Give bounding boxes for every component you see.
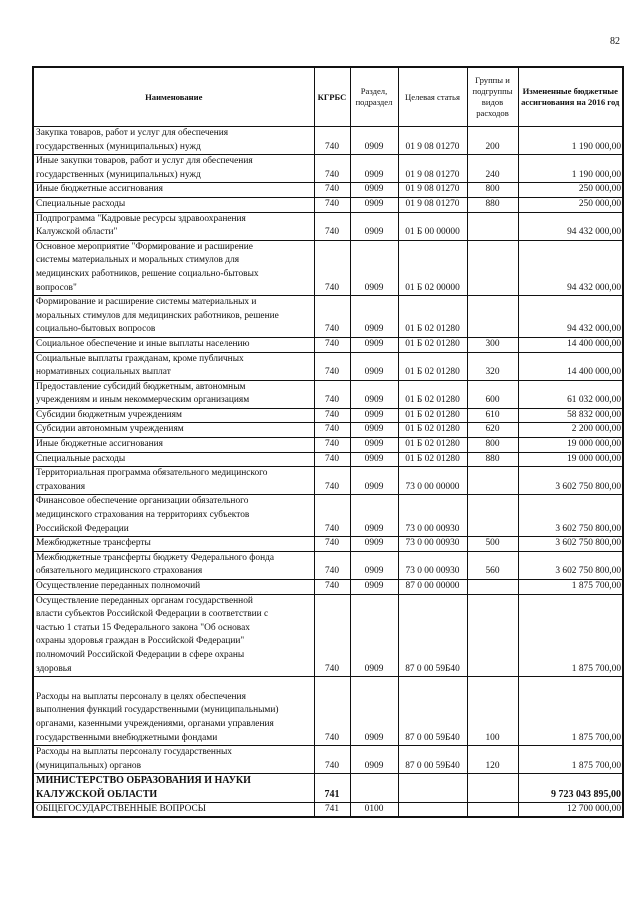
row-name: Специальные расходы bbox=[33, 197, 314, 212]
row-name: Иные бюджетные ассигнования bbox=[33, 183, 314, 198]
row-target: 01 9 08 01270 bbox=[398, 183, 467, 198]
row-name: Подпрограмма "Кадровые ресурсы здравоохранения Калужской области" bbox=[33, 212, 314, 240]
row-amount: 14 400 000,00 bbox=[518, 352, 623, 380]
table-row bbox=[33, 746, 623, 774]
row-name: МИНИСТЕРСТВО ОБРАЗОВАНИЯ И НАУКИ КАЛУЖСКОЙ ОБЛАСТИ bbox=[33, 774, 314, 802]
row-name: Социальные выплаты гражданам, кроме публичных нормативных социальных выплат bbox=[33, 352, 314, 380]
row-section: 0909 bbox=[350, 352, 398, 380]
table-row bbox=[33, 537, 623, 552]
row-section: 0909 bbox=[350, 551, 398, 579]
table-row bbox=[33, 580, 623, 595]
row-name: ОБЩЕГОСУДАРСТВЕННЫЕ ВОПРОСЫ bbox=[33, 802, 314, 817]
row-group bbox=[467, 467, 518, 495]
row-section: 0909 bbox=[350, 240, 398, 295]
row-section bbox=[350, 774, 398, 802]
table-header-row bbox=[33, 67, 623, 127]
row-name: Межбюджетные трансферты bbox=[33, 537, 314, 552]
row-target: 01 Б 02 01280 bbox=[398, 423, 467, 438]
row-name: Финансовое обеспечение организации обязательного медицинского страхования на территориях субъектов Российской Федерации bbox=[33, 495, 314, 537]
table-row bbox=[33, 183, 623, 198]
row-group: 200 bbox=[467, 127, 518, 155]
table-row bbox=[33, 127, 623, 155]
row-name: Закупка товаров, работ и услуг для обеспечения государственных (муниципальных) нужд bbox=[33, 127, 314, 155]
row-section: 0909 bbox=[350, 197, 398, 212]
row-group: 800 bbox=[467, 183, 518, 198]
row-group: 600 bbox=[467, 380, 518, 408]
row-section: 0909 bbox=[350, 408, 398, 423]
row-section: 0909 bbox=[350, 380, 398, 408]
row-group: 240 bbox=[467, 155, 518, 183]
row-section: 0909 bbox=[350, 438, 398, 453]
row-amount: 14 400 000,00 bbox=[518, 337, 623, 352]
row-amount: 1 875 700,00 bbox=[518, 746, 623, 774]
table-row bbox=[33, 296, 623, 338]
page-number: 82 bbox=[610, 36, 620, 47]
header-name: Наименование bbox=[33, 67, 314, 127]
row-amount: 19 000 000,00 bbox=[518, 452, 623, 467]
row-amount: 3 602 750 800,00 bbox=[518, 467, 623, 495]
row-section: 0909 bbox=[350, 155, 398, 183]
row-name: Субсидии автономным учреждениям bbox=[33, 423, 314, 438]
row-kgrbs: 740 bbox=[314, 240, 350, 295]
row-group: 320 bbox=[467, 352, 518, 380]
table-row bbox=[33, 438, 623, 453]
row-target: 87 0 00 59Б40 bbox=[398, 594, 467, 677]
row-amount: 1 190 000,00 bbox=[518, 127, 623, 155]
row-kgrbs: 740 bbox=[314, 380, 350, 408]
row-target: 01 Б 02 01280 bbox=[398, 408, 467, 423]
row-kgrbs: 740 bbox=[314, 438, 350, 453]
row-group: 100 bbox=[467, 677, 518, 746]
row-group bbox=[467, 594, 518, 677]
row-section: 0100 bbox=[350, 802, 398, 817]
row-amount: 3 602 750 800,00 bbox=[518, 551, 623, 579]
row-group: 800 bbox=[467, 438, 518, 453]
row-section: 0909 bbox=[350, 677, 398, 746]
row-name: Осуществление переданных органам государственной власти субъектов Российской Федерации в соответствии с частью 1 статьи 15 Федерального закона "Об основах охраны здоровья граждан в Российской Федерации" полномочий Российской Федерации в сфере охраны здоровья bbox=[33, 594, 314, 677]
table-row bbox=[33, 408, 623, 423]
row-name: Осуществление переданных полномочий bbox=[33, 580, 314, 595]
row-group: 300 bbox=[467, 337, 518, 352]
table-row bbox=[33, 337, 623, 352]
table-row bbox=[33, 551, 623, 579]
row-section: 0909 bbox=[350, 580, 398, 595]
row-amount: 1 875 700,00 bbox=[518, 677, 623, 746]
row-amount: 94 432 000,00 bbox=[518, 296, 623, 338]
row-group bbox=[467, 495, 518, 537]
row-name: Межбюджетные трансферты бюджету Федерального фонда обязательного медицинского страхования bbox=[33, 551, 314, 579]
row-kgrbs: 740 bbox=[314, 452, 350, 467]
row-group: 620 bbox=[467, 423, 518, 438]
row-amount: 2 200 000,00 bbox=[518, 423, 623, 438]
row-kgrbs: 740 bbox=[314, 537, 350, 552]
row-target: 01 Б 02 01280 bbox=[398, 296, 467, 338]
row-target: 01 9 08 01270 bbox=[398, 155, 467, 183]
row-kgrbs: 740 bbox=[314, 296, 350, 338]
row-kgrbs: 740 bbox=[314, 580, 350, 595]
row-group bbox=[467, 802, 518, 817]
row-amount: 1 875 700,00 bbox=[518, 580, 623, 595]
table-body bbox=[33, 127, 623, 818]
row-kgrbs: 740 bbox=[314, 197, 350, 212]
row-name: Субсидии бюджетным учреждениям bbox=[33, 408, 314, 423]
row-amount: 61 032 000,00 bbox=[518, 380, 623, 408]
row-target: 87 0 00 59Б40 bbox=[398, 746, 467, 774]
row-section: 0909 bbox=[350, 467, 398, 495]
row-name: Расходы на выплаты персоналу в целях обеспечения выполнения функций государственными (муниципальными) органами, казенными учреждениями, органами управления государственными внебюджетными фондами bbox=[33, 677, 314, 746]
row-name: Предоставление субсидий бюджетным, автономным учреждениям и иным некоммерческим организациям bbox=[33, 380, 314, 408]
row-kgrbs: 740 bbox=[314, 127, 350, 155]
table-row bbox=[33, 423, 623, 438]
table-row bbox=[33, 197, 623, 212]
row-target bbox=[398, 802, 467, 817]
row-section: 0909 bbox=[350, 127, 398, 155]
row-kgrbs: 740 bbox=[314, 467, 350, 495]
row-section: 0909 bbox=[350, 746, 398, 774]
row-group bbox=[467, 212, 518, 240]
row-name: Формирование и расширение системы материальных и моральных стимулов для медицинских работников, решение социально-бытовых вопросов bbox=[33, 296, 314, 338]
row-group: 880 bbox=[467, 452, 518, 467]
table-row bbox=[33, 452, 623, 467]
row-group: 120 bbox=[467, 746, 518, 774]
row-name: Специальные расходы bbox=[33, 452, 314, 467]
row-kgrbs: 740 bbox=[314, 423, 350, 438]
table-row bbox=[33, 155, 623, 183]
row-target: 01 9 08 01270 bbox=[398, 127, 467, 155]
header-group: Группы и подгруппы видов расходов bbox=[467, 67, 518, 127]
row-group bbox=[467, 580, 518, 595]
table-row bbox=[33, 212, 623, 240]
table-row bbox=[33, 352, 623, 380]
row-target: 73 0 00 00930 bbox=[398, 495, 467, 537]
row-target: 01 Б 02 01280 bbox=[398, 438, 467, 453]
row-name: Территориальная программа обязательного медицинского страхования bbox=[33, 467, 314, 495]
row-amount: 250 000,00 bbox=[518, 197, 623, 212]
row-target: 01 Б 02 01280 bbox=[398, 380, 467, 408]
row-target: 01 9 08 01270 bbox=[398, 197, 467, 212]
row-target: 01 Б 02 01280 bbox=[398, 352, 467, 380]
table-row bbox=[33, 380, 623, 408]
row-amount: 12 700 000,00 bbox=[518, 802, 623, 817]
row-kgrbs: 740 bbox=[314, 337, 350, 352]
row-amount: 9 723 043 895,00 bbox=[518, 774, 623, 802]
row-amount: 94 432 000,00 bbox=[518, 212, 623, 240]
row-group bbox=[467, 296, 518, 338]
budget-table bbox=[32, 66, 624, 818]
row-kgrbs: 740 bbox=[314, 183, 350, 198]
row-amount: 3 602 750 800,00 bbox=[518, 495, 623, 537]
row-name: Иные закупки товаров, работ и услуг для обеспечения государственных (муниципальных) нужд bbox=[33, 155, 314, 183]
row-section: 0909 bbox=[350, 337, 398, 352]
row-name: Иные бюджетные ассигнования bbox=[33, 438, 314, 453]
header-kgrbs: КГРБС bbox=[314, 67, 350, 127]
row-kgrbs: 740 bbox=[314, 408, 350, 423]
row-group: 560 bbox=[467, 551, 518, 579]
row-group bbox=[467, 240, 518, 295]
row-name: Расходы на выплаты персоналу государственных (муниципальных) органов bbox=[33, 746, 314, 774]
row-kgrbs: 740 bbox=[314, 212, 350, 240]
header-amount: Измененные бюджетные ассигнования на 2016 год bbox=[518, 67, 623, 127]
row-kgrbs: 740 bbox=[314, 352, 350, 380]
row-kgrbs: 740 bbox=[314, 746, 350, 774]
row-target: 01 Б 02 01280 bbox=[398, 452, 467, 467]
row-target: 01 Б 02 01280 bbox=[398, 337, 467, 352]
row-kgrbs: 740 bbox=[314, 594, 350, 677]
row-kgrbs: 741 bbox=[314, 802, 350, 817]
row-section: 0909 bbox=[350, 594, 398, 677]
table-row bbox=[33, 495, 623, 537]
row-amount: 3 602 750 800,00 bbox=[518, 537, 623, 552]
row-section: 0909 bbox=[350, 537, 398, 552]
table-row bbox=[33, 677, 623, 746]
table-row bbox=[33, 467, 623, 495]
row-section: 0909 bbox=[350, 452, 398, 467]
row-section: 0909 bbox=[350, 296, 398, 338]
row-amount: 1 875 700,00 bbox=[518, 594, 623, 677]
table-row bbox=[33, 240, 623, 295]
row-target: 01 Б 00 00000 bbox=[398, 212, 467, 240]
row-group: 610 bbox=[467, 408, 518, 423]
table-row bbox=[33, 774, 623, 802]
row-group: 880 bbox=[467, 197, 518, 212]
row-kgrbs: 740 bbox=[314, 155, 350, 183]
row-amount: 94 432 000,00 bbox=[518, 240, 623, 295]
row-target: 73 0 00 00000 bbox=[398, 467, 467, 495]
row-section: 0909 bbox=[350, 183, 398, 198]
table-row bbox=[33, 594, 623, 677]
header-target: Целевая статья bbox=[398, 67, 467, 127]
row-kgrbs: 740 bbox=[314, 495, 350, 537]
row-kgrbs: 740 bbox=[314, 677, 350, 746]
row-section: 0909 bbox=[350, 212, 398, 240]
row-target: 01 Б 02 00000 bbox=[398, 240, 467, 295]
row-kgrbs: 740 bbox=[314, 551, 350, 579]
row-group: 500 bbox=[467, 537, 518, 552]
row-amount: 19 000 000,00 bbox=[518, 438, 623, 453]
row-target: 73 0 00 00930 bbox=[398, 537, 467, 552]
row-target: 73 0 00 00930 bbox=[398, 551, 467, 579]
row-name: Социальное обеспечение и иные выплаты населению bbox=[33, 337, 314, 352]
row-amount: 250 000,00 bbox=[518, 183, 623, 198]
header-section: Раздел, подраздел bbox=[350, 67, 398, 127]
row-group bbox=[467, 774, 518, 802]
row-target: 87 0 00 00000 bbox=[398, 580, 467, 595]
row-amount: 1 190 000,00 bbox=[518, 155, 623, 183]
row-amount: 58 832 000,00 bbox=[518, 408, 623, 423]
row-target: 87 0 00 59Б40 bbox=[398, 677, 467, 746]
row-target bbox=[398, 774, 467, 802]
table-row bbox=[33, 802, 623, 817]
row-kgrbs: 741 bbox=[314, 774, 350, 802]
row-section: 0909 bbox=[350, 495, 398, 537]
row-name: Основное мероприятие "Формирование и расширение системы материальных и моральных стимулов для медицинских работников, решение социально-бытовых вопросов" bbox=[33, 240, 314, 295]
row-section: 0909 bbox=[350, 423, 398, 438]
